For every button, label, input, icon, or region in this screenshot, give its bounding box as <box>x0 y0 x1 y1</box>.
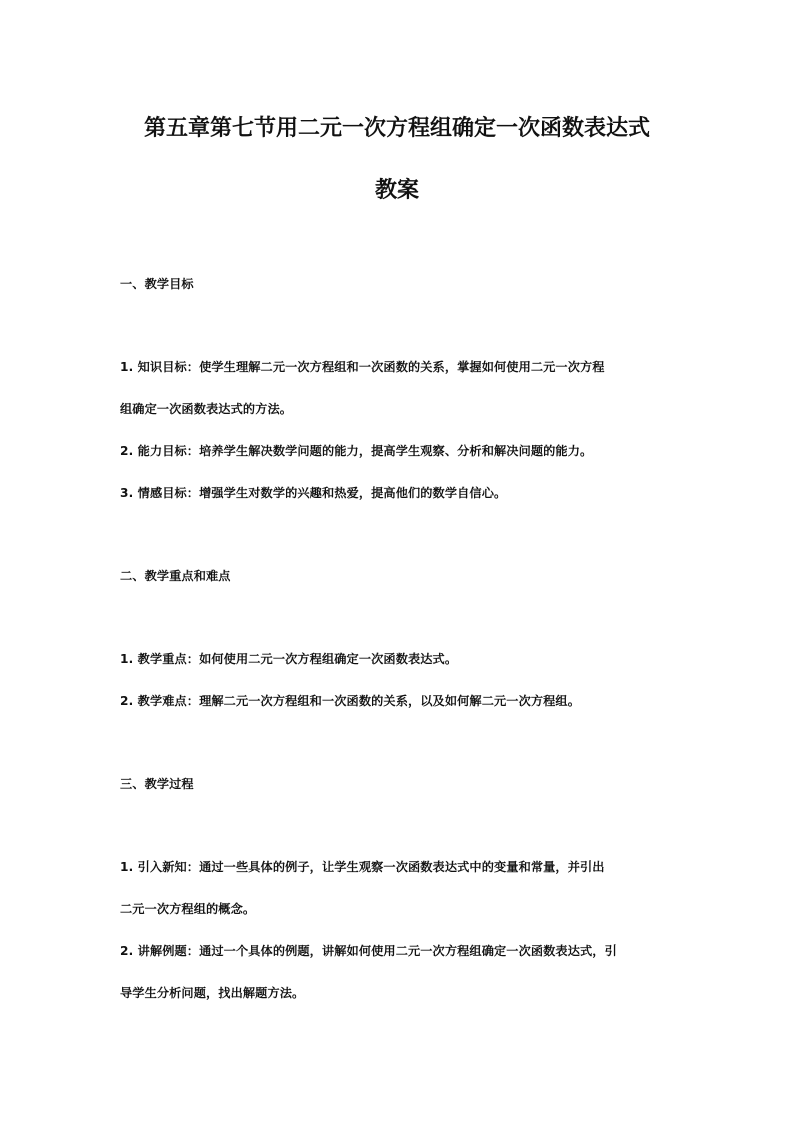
paragraph-line: 1. 引入新知：通过一些具体的例子，让学生观察一次函数表达式中的变量和常量，并引出 <box>120 860 605 874</box>
paragraph-line: 导学生分析问题，找出解题方法。 <box>120 986 305 1000</box>
document-title-line-1: 第五章第七节用二元一次方程组确定一次函数表达式 <box>143 116 650 141</box>
document-title-line-2: 教案 <box>374 178 419 203</box>
paragraph-line: 1. 知识目标：使学生理解二元一次方程组和一次函数的关系，掌握如何使用二元一次方程 <box>120 360 605 374</box>
section-heading-process: 三、教学过程 <box>120 777 194 791</box>
paragraph-line: 2. 讲解例题：通过一个具体的例题，讲解如何使用二元一次方程组确定一次函数表达式，引 <box>120 944 617 958</box>
paragraph-line: 1. 教学重点：如何使用二元一次方程组确定一次函数表达式。 <box>120 652 458 666</box>
paragraph-line: 组确定一次函数表达式的方法。 <box>120 402 293 416</box>
paragraph-line: 2. 能力目标：培养学生解决数学问题的能力，提高学生观察、分析和解决问题的能力。 <box>120 444 593 458</box>
paragraph-line: 2. 教学难点：理解二元一次方程组和一次函数的关系，以及如何解二元一次方程组。 <box>120 694 581 708</box>
paragraph-line: 3. 情感目标：增强学生对数学的兴趣和热爱，提高他们的数学自信心。 <box>120 486 507 500</box>
section-heading-key-points: 二、教学重点和难点 <box>120 569 231 583</box>
paragraph-line: 二元一次方程组的概念。 <box>120 902 256 916</box>
section-heading-objectives: 一、教学目标 <box>120 277 194 291</box>
